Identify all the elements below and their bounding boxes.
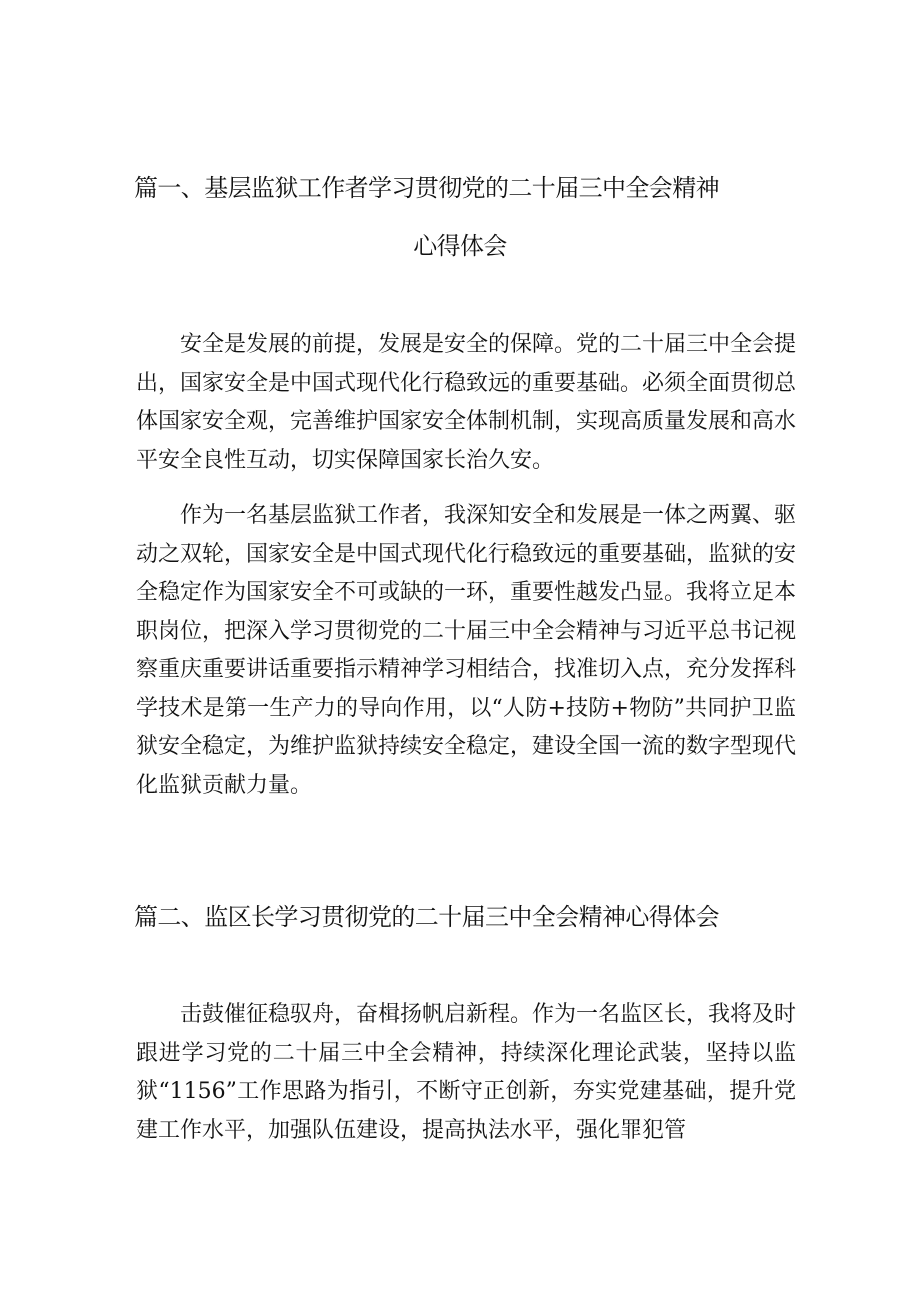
section1-title-line2: 心得体会 [413,232,507,260]
section1-paragraph-2: 作为一名基层监狱工作者，我深知安全和发展是一体之两翼、驱动之双轮，国家安全是中国式现代化行稳致远的重要基础，监狱的安全稳定作为国家安全不可或缺的一环，重要性越发凸显。我将立足本职岗位，把深入学习贯彻党的二十届三中全会精神与习近平总书记视察重庆重要讲话重要指示精神学习相结合，找准切入点，充分发挥科学技术是第一生产力的导向作用，以“人防+技防+物防”共同护卫监狱安全稳定，为维护监狱持续安全稳定，建设全国一流的数字型现代化监狱贡献力量。 [136,503,797,798]
section2-paragraph-1: 击鼓催征稳驭舟，奋楫扬帆启新程。作为一名监区长，我将及时跟进学习党的二十届三中全会精神，持续深化理论武装，坚持以监狱“1156”工作思路为指引，不断守正创新，夯实党建基础，提升党建工作水平，加强队伍建设，提高执法水平，强化罪犯管 [136,1002,797,1143]
section2-title: 篇二、监区长学习贯彻党的二十届三中全会精神心得体会 [134,903,719,931]
section1-title-line1: 篇一、基层监狱工作者学习贯彻党的二十届三中全会精神 [134,174,719,202]
section1-paragraph-1: 安全是发展的前提，发展是安全的保障。党的二十届三中全会提出，国家安全是中国式现代化行稳致远的重要基础。必须全面贯彻总体国家安全观，完善维护国家安全体制机制，实现高质量发展和高水平安全良性互动，切实保障国家长治久安。 [136,332,797,473]
